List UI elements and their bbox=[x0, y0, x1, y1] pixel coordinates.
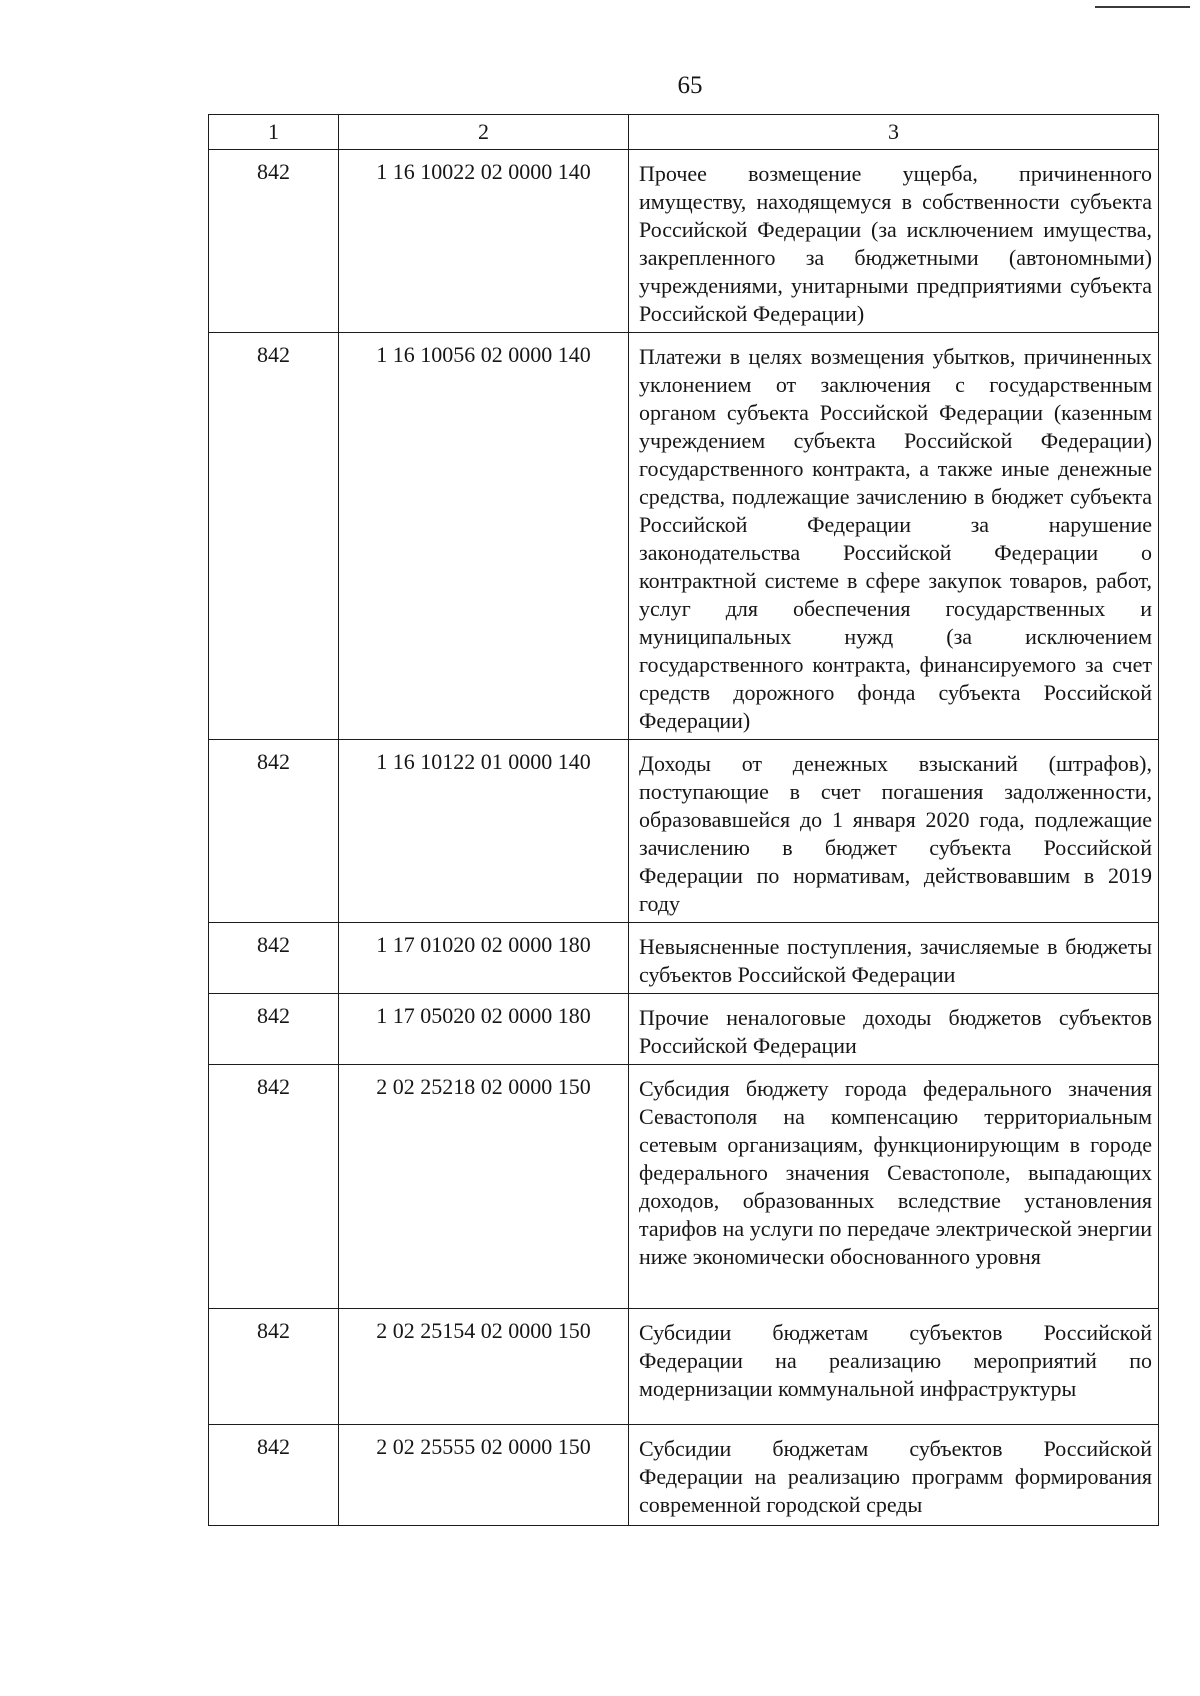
description-cell: Прочее возмещение ущерба, причиненного имуществу, находящемуся в собственности субъекта Российской Федерации (за исключением имущества, закрепленного за бюджетными (автономными) учреждениями, унитарными предприятиями субъекта Российской Федерации) bbox=[629, 150, 1159, 333]
admin-code-cell: 842 bbox=[209, 740, 339, 923]
kbk-code-cell: 1 16 10056 02 0000 140 bbox=[339, 333, 629, 740]
admin-code-cell: 842 bbox=[209, 994, 339, 1065]
admin-code-cell: 842 bbox=[209, 150, 339, 333]
revenue-codes-table bbox=[208, 114, 1159, 1526]
page-number: 65 bbox=[677, 72, 703, 99]
table-row bbox=[209, 1425, 1159, 1526]
table-row bbox=[209, 150, 1159, 333]
admin-code-cell: 842 bbox=[209, 923, 339, 994]
description-cell: Невыясненные поступления, зачисляемые в бюджеты субъектов Российской Федерации bbox=[629, 923, 1159, 994]
description-cell: Субсидии бюджетам субъектов Российской Федерации на реализацию мероприятий по модернизации коммунальной инфраструктуры bbox=[629, 1309, 1159, 1425]
table-row bbox=[209, 994, 1159, 1065]
kbk-code-cell: 1 17 01020 02 0000 180 bbox=[339, 923, 629, 994]
admin-code-cell: 842 bbox=[209, 1309, 339, 1425]
column-header-2: 2 bbox=[339, 115, 629, 150]
table-row bbox=[209, 740, 1159, 923]
table-row bbox=[209, 923, 1159, 994]
description-cell: Субсидия бюджету города федерального значения Севастополя на компенсацию территориальным сетевым организациям, функционирующим в городе федерального значения Севастополе, выпадающих доходов, образованных вследствие установления тарифов на услуги по передаче электрической энергии ниже экономически обоснованного уровня bbox=[629, 1065, 1159, 1309]
admin-code-cell: 842 bbox=[209, 1065, 339, 1309]
column-header-3: 3 bbox=[629, 115, 1159, 150]
column-header-1: 1 bbox=[209, 115, 339, 150]
table-header-row bbox=[209, 115, 1159, 150]
scan-edge-mark bbox=[1095, 6, 1190, 8]
kbk-code-cell: 1 16 10022 02 0000 140 bbox=[339, 150, 629, 333]
kbk-code-cell: 2 02 25218 02 0000 150 bbox=[339, 1065, 629, 1309]
table-row bbox=[209, 333, 1159, 740]
admin-code-cell: 842 bbox=[209, 1425, 339, 1526]
table-row bbox=[209, 1309, 1159, 1425]
description-cell: Доходы от денежных взысканий (штрафов), поступающие в счет погашения задолженности, образовавшейся до 1 января 2020 года, подлежащие зачислению в бюджет субъекта Российской Федерации по нормативам, действовавшим в 2019 году bbox=[629, 740, 1159, 923]
kbk-code-cell: 1 16 10122 01 0000 140 bbox=[339, 740, 629, 923]
kbk-code-cell: 1 17 05020 02 0000 180 bbox=[339, 994, 629, 1065]
table-row bbox=[209, 1065, 1159, 1309]
description-cell: Субсидии бюджетам субъектов Российской Федерации на реализацию программ формирования современной городской среды bbox=[629, 1425, 1159, 1526]
kbk-code-cell: 2 02 25555 02 0000 150 bbox=[339, 1425, 629, 1526]
admin-code-cell: 842 bbox=[209, 333, 339, 740]
kbk-code-cell: 2 02 25154 02 0000 150 bbox=[339, 1309, 629, 1425]
description-cell: Прочие неналоговые доходы бюджетов субъектов Российской Федерации bbox=[629, 994, 1159, 1065]
description-cell: Платежи в целях возмещения убытков, причиненных уклонением от заключения с государственным органом субъекта Российской Федерации (казенным учреждением субъекта Российской Федерации) государственного контракта, а также иные денежные средства, подлежащие зачислению в бюджет субъекта Российской Федерации за нарушение законодательства Российской Федерации о контрактной системе в сфере закупок товаров, работ, услуг для обеспечения государственных и муниципальных нужд (за исключением государственного контракта, финансируемого за счет средств дорожного фонда субъекта Российской Федерации) bbox=[629, 333, 1159, 740]
